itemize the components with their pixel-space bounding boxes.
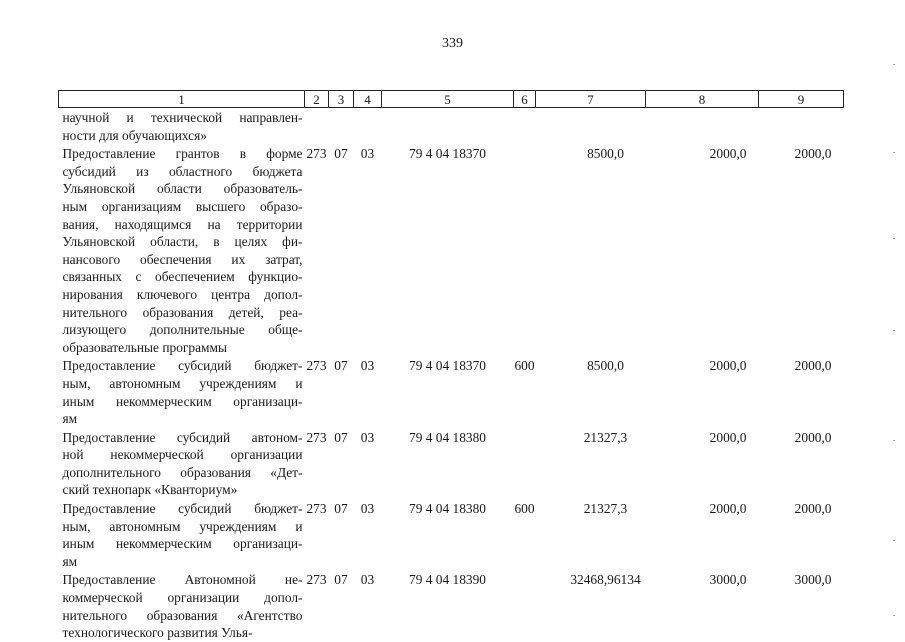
table-row: [59, 499, 844, 570]
row-name-line: образовательные программы: [62, 339, 227, 355]
row-name-line: нительного образования «Агентство: [62, 607, 303, 623]
row-name-line: Ульяновской области образователь-: [62, 181, 303, 197]
row-cell-col-2: 273: [306, 429, 327, 445]
row-name-cell: [59, 570, 305, 641]
row-cell-col-3: 07: [334, 146, 348, 162]
column-header-7: 7: [536, 91, 646, 108]
row-cell-col-7: [536, 108, 646, 145]
row-name-line: ности для обучающихся»: [62, 127, 207, 143]
row-name-line: Предоставление субсидий бюджет-: [62, 501, 303, 517]
row-cell-col-9: 2000,0: [794, 146, 832, 162]
margin-mark: [893, 64, 895, 65]
table-row: [59, 108, 844, 145]
row-name-line: ям: [62, 553, 78, 569]
margin-mark: [893, 540, 895, 541]
row-cell-col-4: [354, 108, 382, 145]
row-cell-col-5: 79 4 04 18370: [409, 358, 486, 374]
row-name-cell: [59, 108, 305, 145]
row-name-line: ным организациям высшего образо-: [62, 198, 303, 214]
row-cell-col-8: 2000,0: [709, 429, 747, 445]
row-cell-col-7: 21327,3: [583, 429, 628, 445]
row-cell-col-6: [514, 570, 536, 641]
row-cell-col-2: 273: [306, 572, 327, 588]
row-cell-col-9: [759, 108, 844, 145]
row-name-cell: [59, 356, 305, 427]
column-header-5: 5: [382, 91, 514, 108]
row-cell-col-9: 2000,0: [794, 429, 832, 445]
table-row: [59, 356, 844, 427]
row-name-line: Предоставление субсидий бюджет-: [62, 358, 303, 374]
margin-mark: [893, 238, 895, 239]
row-cell-col-8: 2000,0: [709, 501, 747, 517]
row-name-line: иным некоммерческим организаци-: [62, 536, 303, 552]
row-cell-col-8: 3000,0: [709, 572, 747, 588]
column-header-8: 8: [646, 91, 759, 108]
row-name-line: коммерческой организации допол-: [62, 590, 303, 606]
page-number: 339: [442, 36, 463, 51]
margin-mark: [893, 440, 895, 441]
row-cell-col-3: [329, 108, 354, 145]
table-body: [59, 108, 844, 642]
row-cell-col-6: 600: [514, 501, 535, 517]
row-cell-col-4: 03: [360, 429, 375, 445]
row-name-line: вания, находящимся на территории: [62, 216, 303, 232]
column-header-2: 2: [305, 91, 329, 108]
row-name-line: ной некоммерческой организации: [62, 447, 303, 463]
row-cell-col-2: [305, 108, 329, 145]
column-header-4: 4: [354, 91, 382, 108]
row-cell-col-6: [514, 108, 536, 145]
row-name-line: Предоставление Автономной не-: [62, 572, 303, 588]
column-header-row: [59, 91, 844, 108]
row-cell-col-4: 03: [360, 146, 375, 162]
column-header-9: 9: [759, 91, 844, 108]
table-row: [59, 570, 844, 641]
margin-mark: [893, 615, 895, 616]
row-cell-col-4: 03: [360, 358, 375, 374]
row-cell-col-3: 07: [334, 572, 348, 588]
row-cell-col-3: 07: [334, 358, 348, 374]
row-name-line: ным, автономным учреждениям и: [62, 375, 303, 391]
table-row: [59, 144, 844, 356]
row-name-line: нительного образования детей, реа-: [62, 304, 303, 320]
row-name-cell: [59, 144, 305, 356]
row-cell-col-3: 07: [334, 501, 348, 517]
row-cell-col-6: [514, 144, 536, 356]
table-row: [59, 428, 844, 499]
row-name-line: ям: [62, 411, 78, 427]
row-name-line: научной и технической направлен-: [62, 110, 303, 125]
row-cell-col-7: 21327,3: [583, 501, 628, 517]
row-name-cell: [59, 499, 305, 570]
row-cell-col-4: 03: [360, 572, 375, 588]
row-cell-col-8: 2000,0: [709, 146, 747, 162]
row-cell-col-6: [514, 428, 536, 499]
row-cell-col-6: 600: [514, 358, 535, 374]
row-cell-col-4: 03: [360, 501, 375, 517]
row-name-line: дополнительного образования «Дет-: [62, 464, 303, 480]
row-cell-col-2: 273: [306, 501, 327, 517]
row-name-line: лизующего дополнительные обще-: [62, 322, 303, 338]
row-cell-col-8: 2000,0: [709, 358, 747, 374]
row-cell-col-7: 32468,96134: [570, 572, 641, 588]
row-cell-col-5: [382, 108, 514, 145]
row-name-line: нирования ключевого центра допол-: [62, 286, 303, 302]
row-cell-col-3: 07: [334, 429, 348, 445]
row-cell-col-9: 2000,0: [794, 501, 832, 517]
row-name-line: ский технопарк «Кванториум»: [62, 482, 238, 498]
row-name-line: нансового обеспечения их затрат,: [62, 251, 303, 267]
row-name-line: иным некоммерческим организаци-: [62, 393, 303, 409]
row-cell-col-9: 3000,0: [794, 572, 832, 588]
row-name-line: Предоставление субсидий автоном-: [62, 429, 303, 445]
row-name-line: технологического развития Улья-: [62, 625, 253, 641]
row-cell-col-5: 79 4 04 18380: [409, 429, 486, 445]
column-header-1: 1: [59, 91, 305, 108]
row-cell-col-5: 79 4 04 18390: [409, 572, 486, 588]
row-cell-col-9: 2000,0: [794, 358, 832, 374]
row-cell-col-8: [646, 108, 759, 145]
row-name-cell: [59, 428, 305, 499]
budget-table: [58, 90, 844, 642]
margin-mark: [893, 330, 895, 331]
row-name-line: Ульяновской области, в целях фи-: [62, 234, 303, 250]
row-cell-col-7: 8500,0: [587, 358, 624, 374]
row-name-line: Предоставление грантов в форме: [62, 146, 303, 162]
row-cell-col-7: 8500,0: [587, 146, 624, 162]
column-header-3: 3: [329, 91, 354, 108]
row-cell-col-5: 79 4 04 18380: [409, 501, 486, 517]
row-name-line: ным, автономным учреждениям и: [62, 518, 303, 534]
row-name-line: связанных с обеспечением функцио-: [62, 269, 303, 285]
margin-mark: [893, 152, 895, 153]
row-name-line: субсидий из областного бюджета: [62, 163, 303, 179]
column-header-6: 6: [514, 91, 536, 108]
row-cell-col-2: 273: [306, 146, 327, 162]
row-cell-col-5: 79 4 04 18370: [409, 146, 486, 162]
row-cell-col-2: 273: [306, 358, 327, 374]
